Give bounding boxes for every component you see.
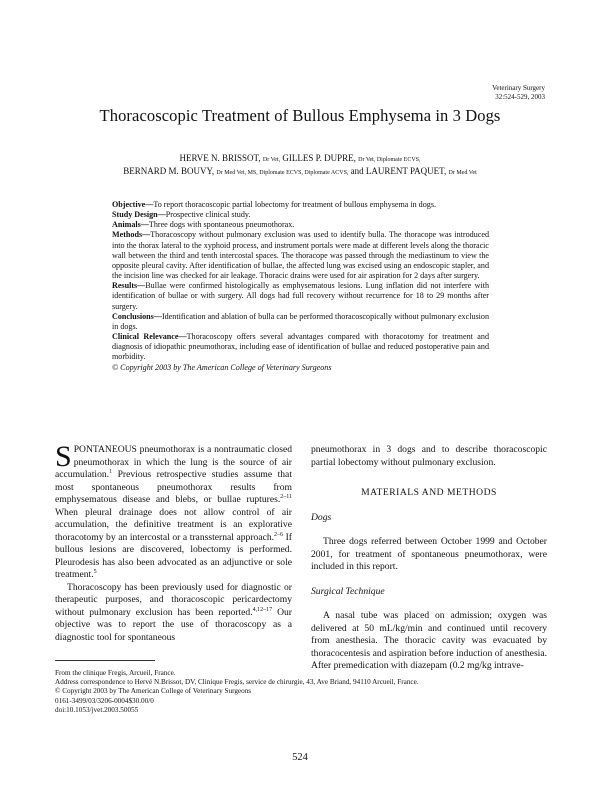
- abstract: [112, 200, 489, 373]
- dogs-paragraph: Three dogs referred between October 1999 and October 2001, for treatment of spontaneous pneumothorax, were included in this report.: [311, 536, 547, 572]
- body-text: Our objective was to report the use of thoracoscopy as a diagnostic tool for spontaneous: [55, 606, 292, 643]
- surgical-paragraph: A nasal tube was placed on admission; oxygen was delivered at 50 mL/kg/min and continued until recovery from anesthesia. The thoracic cavity was evacuated by thoracocentesis and aspiration before induction of anesthesia. After premedication with diazepam (0.2 mg/kg intrave-: [311, 610, 547, 671]
- footnote-affiliation: From the clinique Fregis, Arcueil, France.: [55, 669, 176, 677]
- reference-superscript: 4,12–17: [252, 606, 273, 613]
- abstract-text: Thoracoscopy without pulmonary exclusion was used to identify bulla. The thoracope was introduced into the thorax lateral to the xyphoid process, and instrument portals were made at different levels along the thoracic wall between the third and tenth intercostal spaces. The thoracope was passed through the mediastinum to view the opposite pleural cavity. After identification of bullae, the affected lung was excised using an endoscopic stapler, and the incision line was checked for air leakage. Thoracic drains were used for air aspiration for 2 days after surgery.: [112, 230, 489, 281]
- author-credentials: Dr Vet, Diplomate ECVS,: [358, 157, 421, 163]
- author-name: BERNARD M. BOUVY,: [123, 166, 215, 176]
- intro-paragraph-2: [55, 582, 292, 645]
- drop-cap: S: [55, 440, 72, 473]
- journal-header: [492, 84, 545, 102]
- footnote-address: Address correspondence to Hervé N.Brissot, DV, Clinique Fregis, service de chirurgie, 43, Ave Briand, 94110 Arcueil, France.: [55, 678, 419, 687]
- author-name: LAURENT PAQUET,: [365, 166, 447, 176]
- journal-citation: 32:524-529, 2003: [495, 93, 545, 101]
- author-credentials: Dr Med Vet, MS, Diplomate ECVS, Diplomate ACVS,: [216, 170, 349, 176]
- footnote-doi: doi:10.1053/jvet.2003.50055: [55, 705, 139, 714]
- author-conjunction: and: [350, 166, 364, 176]
- author-credentials: Dr Med Vet: [448, 170, 477, 176]
- author-name: HERVE N. BRISSOT,: [179, 153, 261, 163]
- body-text: PONTANEOUS pneumothorax is a nontraumatic closed pneumothorax in which the lung is the source of air accumulation.: [55, 444, 292, 480]
- body-text: When pleural drainage does not allow control of air accumulation, the definitive treatment is an explorative thoracotomy by an intercostal or a transsternal approach.: [55, 506, 292, 543]
- abstract-text: Bullae were confirmed histologically as emphysematous lesions. Lung inflation did not interfere with identification of bullae or with surgery. All dogs had full recovery without recurrence for 18 to 29 months after surgery.: [112, 281, 489, 311]
- abstract-text: To report thoracoscopic partial lobectomy for treatment of bullous emphysema in dogs.: [153, 200, 436, 209]
- abstract-objective: [112, 200, 489, 210]
- body-text: If bullous lesions are discovered, lobectomy is performed. Pleurodesis has also been advocated as an adjunctive or sole treatment.: [55, 531, 292, 580]
- page-number: 524: [292, 752, 308, 763]
- footnote-divider: [55, 660, 155, 661]
- reference-superscript: 1: [109, 469, 113, 475]
- abstract-animals: [112, 220, 489, 230]
- author-name: GILLES P. DUPRE,: [282, 153, 356, 163]
- intro-paragraph-2-continued: pneumothorax in 3 dogs and to describe thoracoscopic partial lobectomy without pulmonary exclusion.: [311, 444, 547, 468]
- abstract-text: Thoracoscopy offers several advantages compared with thoracotomy for treatment and diagnosis of idiopathic pneumothorax, including ease of identification of bullae and reduced postoperative pain and morbidity.: [112, 332, 489, 362]
- abstract-text: Identification and ablation of bulla can be performed thoracoscopically without pulmonary exclusion in dogs.: [112, 311, 489, 331]
- author-credentials: Dr Vet,: [262, 157, 281, 163]
- abstract-methods: [112, 230, 489, 281]
- abstract-label: Clinical Relevance—: [112, 332, 187, 342]
- abstract-relevance: [112, 332, 489, 362]
- footnote-issn: 0161-3499/03/3206-0004$30.00/0: [55, 696, 154, 705]
- abstract-label: Conclusions—: [112, 311, 162, 321]
- left-column: [55, 440, 292, 644]
- abstract-design: [112, 210, 489, 220]
- abstract-label: Results—: [112, 281, 146, 291]
- body-text: Previous retrospective studies assume that most spontaneous pneumothorax results from emphysematous disease and blebs, or bullae ruptures.: [55, 469, 292, 505]
- article-title: Thoracoscopic Treatment of Bullous Emphysema in 3 Dogs: [99, 106, 501, 125]
- abstract-label: Objective—: [112, 200, 154, 209]
- footnote: [55, 669, 545, 715]
- subsection-heading-dogs: Dogs: [311, 511, 332, 523]
- footnote-copyright: © Copyright 2003 by The American College of Veterinary Surgeons: [55, 687, 252, 696]
- subsection-heading-surgical: Surgical Technique: [311, 585, 385, 597]
- author-list: [40, 153, 560, 179]
- reference-superscript: 5: [93, 569, 97, 575]
- abstract-conclusions: [112, 312, 489, 332]
- abstract-results: [112, 281, 489, 311]
- abstract-label: Methods—: [112, 230, 151, 240]
- reference-superscript: 2–6: [274, 531, 284, 538]
- abstract-text: Prospective clinical study.: [165, 210, 251, 220]
- journal-name: Veterinary Surgery: [492, 84, 545, 92]
- abstract-copyright: © Copyright 2003 by The American College of Veterinary Surgeons: [112, 362, 332, 372]
- section-heading: MATERIALS AND METHODS: [361, 487, 497, 498]
- reference-superscript: 2–11: [280, 494, 292, 500]
- abstract-text: Three dogs with spontaneous pneumothorax.: [148, 220, 295, 230]
- right-column: [311, 444, 547, 673]
- body-text: Thoracoscopy has been previously used for diagnostic or therapeutic purposes, and thoracoscopic pericardectomy without pulmonary exclusion has been reported.: [55, 581, 292, 618]
- intro-paragraph-1: [55, 440, 292, 582]
- abstract-label: Animals—: [112, 220, 149, 230]
- abstract-label: Study Design—: [112, 210, 166, 220]
